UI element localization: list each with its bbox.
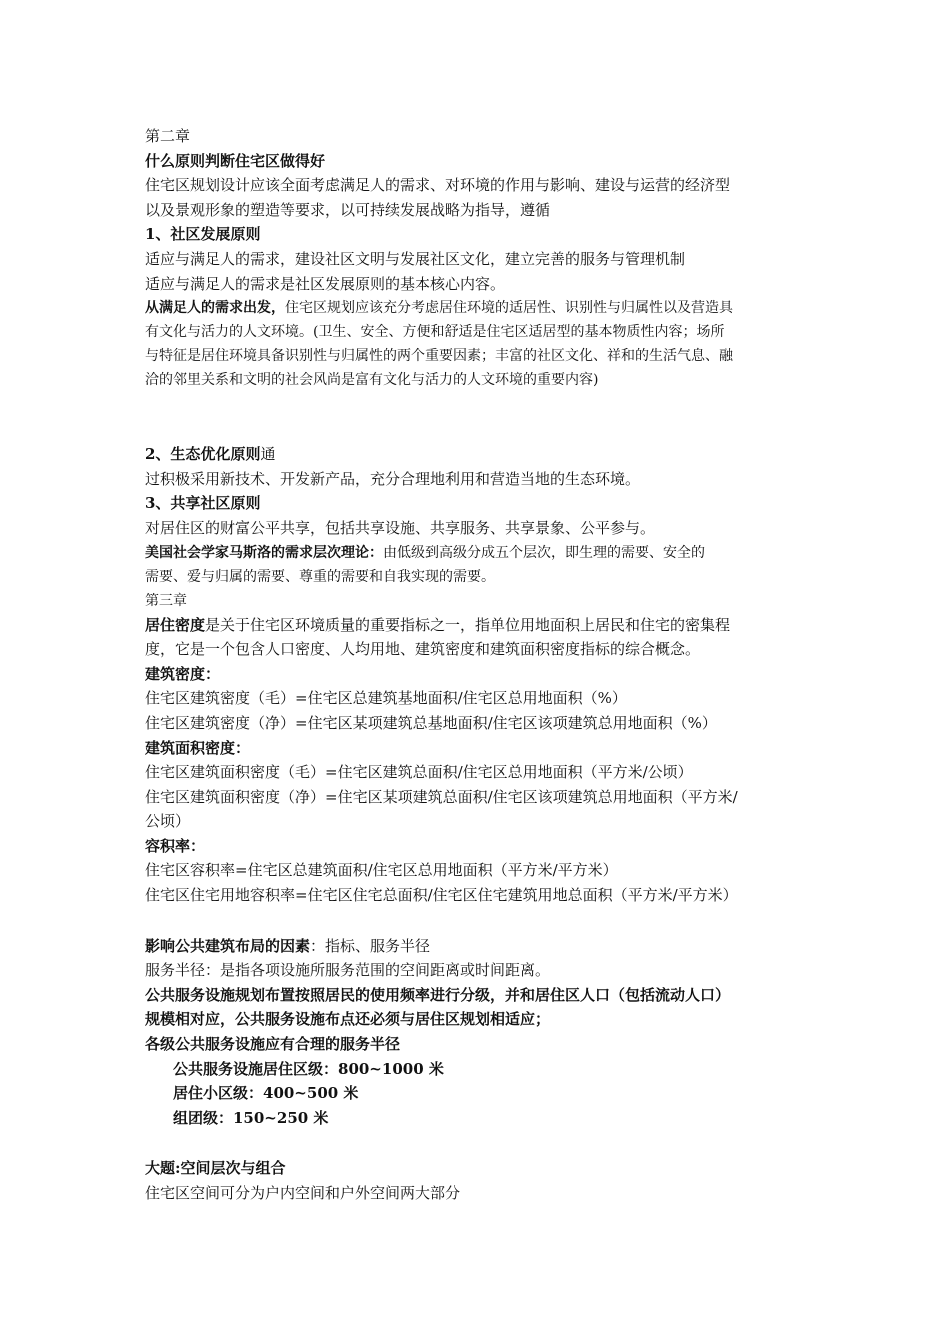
- chapter-2-title: 什么原则判断住宅区做得好: [145, 151, 326, 170]
- principle-1-para-line-4: 洽的邻里关系和文明的社会风尚是富有文化与活力的人文环境的重要内容): [145, 372, 599, 389]
- principle-1-para-lead: 从满足人的需求出发，: [145, 300, 285, 317]
- maslow-line-2: 需要、爱与归属的需要、尊重的需要和自我实现的需要。: [145, 568, 495, 585]
- principle-1-line-1: 适应与满足人的需求，建设社区文明与发展社区文化，建立完善的服务与管理机制: [145, 249, 686, 268]
- building-density-heading: 建筑密度：: [145, 664, 221, 683]
- service-level-residential-quarter: 居住小区级：400~500 米: [173, 1084, 359, 1103]
- principle-3-line: 对居住区的财富公平共享，包括共享设施、共享服务、共享景象、公平参与。: [145, 518, 656, 537]
- density-line-1: [145, 613, 813, 638]
- principle-2-line: 过积极采用新技术、开发新产品，充分合理地利用和营造当地的生态环境。: [145, 469, 641, 488]
- spacer: [145, 392, 813, 442]
- principle-2-heading: 2、生态优化原则: [145, 445, 261, 464]
- spacer: [145, 908, 813, 934]
- document-body: [145, 124, 813, 1206]
- principle-1-heading: 1、社区发展原则: [145, 225, 261, 244]
- public-facilities-bold-line-2: 规模相对应，公共服务设施布点还必须与居住区规划相适应；: [145, 1010, 551, 1029]
- floor-area-density-heading: 建筑面积密度：: [145, 738, 251, 757]
- space-line: 住宅区空间可分为户内空间和户外空间两大部分: [145, 1184, 461, 1202]
- public-factors-lead: 影响公共建筑布局的因素: [145, 936, 311, 955]
- density-lead: 居住密度: [145, 615, 206, 634]
- floor-area-density-net-line-1: 住宅区建筑面积密度（净）=住宅区某项建筑总面积/住宅区该项建筑总用地面积（平方米/: [145, 787, 738, 806]
- intro-line-1: 住宅区规划设计应该全面考虑满足人的需求、对环境的作用与影响、建设与运营的经济型: [145, 176, 731, 195]
- floor-area-density-gross: 住宅区建筑面积密度（毛）=住宅区建筑总面积/住宅区总用地面积（平方米/公顷）: [145, 763, 693, 782]
- public-facilities-bold-line-1: 公共服务设施规划布置按照居民的使用频率进行分级，并和居住区人口（包括流动人口）: [145, 985, 731, 1004]
- density-text: 是关于住宅区环境质量的重要指标之一，指单位用地面积上居民和住宅的密集程: [205, 615, 731, 634]
- building-density-gross: 住宅区建筑密度（毛）=住宅区总建筑基地面积/住宅区总用地面积（%）: [145, 689, 627, 708]
- principle-1-para-line-3: 与特征是居住环境具备识别性与归属性的两个重要因素；丰富的社区文化、祥和的生活气息、融: [145, 348, 733, 365]
- principle-1-para-line-1: [145, 296, 813, 320]
- building-density-net: 住宅区建筑密度（净）=住宅区某项建筑总基地面积/住宅区该项建筑总用地面积（%）: [145, 713, 717, 732]
- public-factors-tail: ：指标、服务半径: [310, 936, 431, 955]
- space-heading: 大题:空间层次与组合: [145, 1159, 286, 1178]
- public-factors-line: [145, 934, 813, 959]
- density-line-2: 度，它是一个包含人口密度、人均用地、建筑密度和建筑面积密度指标的综合概念。: [145, 640, 701, 659]
- floor-area-density-net-line-2: 公顷）: [145, 812, 191, 831]
- chapter-2-label: 第二章: [145, 127, 191, 145]
- chapter-3-label: 第三章: [145, 592, 187, 609]
- plot-ratio-line-2: 住宅区住宅用地容积率=住宅区住宅总面积/住宅区住宅建筑用地总面积（平方米/平方米）: [145, 886, 738, 905]
- principle-3-heading: 3、共享社区原则: [145, 494, 261, 513]
- principle-2-heading-line: [145, 442, 813, 467]
- maslow-line-1: [145, 541, 813, 565]
- intro-line-2: 以及景观形象的塑造等要求，以可持续发展战略为指导，遵循: [145, 200, 551, 219]
- service-radius-definition: 服务半径：是指各项设施所服务范围的空间距离或时间距离。: [145, 961, 551, 980]
- public-facilities-bold-line-3: 各级公共服务设施应有合理的服务半径: [145, 1035, 401, 1054]
- principle-1-para-text: 住宅区规划应该充分考虑居住环境的适居性、识别性与归属性以及营造具: [285, 300, 733, 317]
- plot-ratio-line-1: 住宅区容积率=住宅区总建筑面积/住宅区总用地面积（平方米/平方米）: [145, 861, 618, 880]
- maslow-text: 由低级到高级分成五个层次，即生理的需要、安全的: [383, 544, 705, 561]
- principle-1-para-line-2: 有文化与活力的人文环境。(卫生、安全、方便和舒适是住宅区适居型的基本物质性内容；场所: [145, 324, 725, 341]
- principle-2-heading-tail: 通: [260, 445, 276, 464]
- maslow-lead: 美国社会学家马斯洛的需求层次理论：: [145, 544, 383, 561]
- plot-ratio-heading: 容积率：: [145, 836, 206, 855]
- principle-1-line-2: 适应与满足人的需求是社区发展原则的基本核心内容。: [145, 274, 506, 293]
- spacer: [145, 1130, 813, 1156]
- service-level-cluster: 组团级：150~250 米: [173, 1108, 329, 1127]
- service-level-residential-district: 公共服务设施居住区级：800~1000 米: [173, 1059, 444, 1078]
